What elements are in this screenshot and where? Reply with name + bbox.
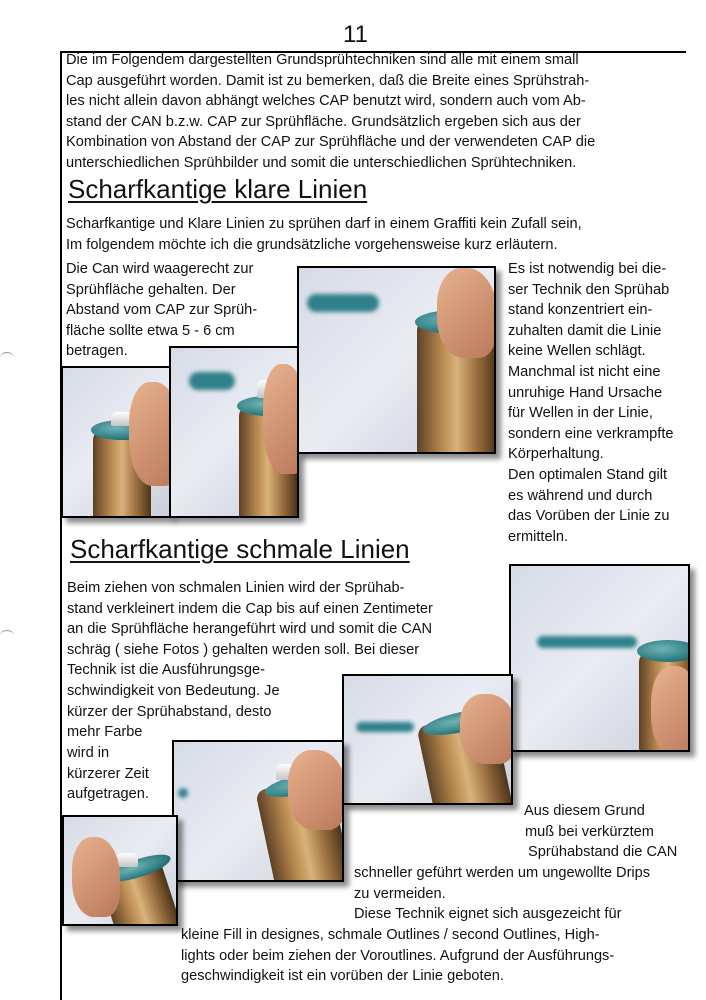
text-line: unterschiedlichen Sprühbilder und somit die unterschiedlichen Sprühtechniken. xyxy=(66,154,577,171)
section-heading-2: Scharfkantige schmale Linien xyxy=(70,534,410,564)
text-line: Körperhaltung. xyxy=(508,446,604,463)
text-line: zu vermeiden. xyxy=(354,885,446,902)
text-line: fläche sollte etwa 5 - 6 cm xyxy=(66,322,235,339)
text-line: geschwindigkeit ist ein vorüben der Linie geboten. xyxy=(181,968,504,985)
text-line: Kombination von Abstand der CAP zur Sprühfläche und der verwendeten CAP die xyxy=(66,134,596,151)
text-line: wird in xyxy=(67,745,110,761)
section2-bottom-text-b xyxy=(181,925,614,987)
text-line: Es ist notwendig bei die- xyxy=(508,261,667,277)
text-line: für Wellen in der Linie, xyxy=(508,405,653,422)
text-line: an die Sprühfläche herangeführt wird und somit die CAN xyxy=(67,621,433,638)
text-line: mehr Farbe xyxy=(67,724,143,741)
section2-bottom-text-a xyxy=(354,863,650,925)
spray-photo xyxy=(509,564,690,752)
text-line: stand der CAN b.z.w. CAP zur Sprühfläche. Grundsätzlich ergeben sich aus der xyxy=(66,113,581,130)
section-heading-1: Scharfkantige klare Linien xyxy=(68,174,368,204)
text-line: Cap ausgeführt worden. Damit ist zu bemerken, daß die Breite eines Sprühstrah- xyxy=(66,72,590,89)
spray-photo xyxy=(61,366,171,518)
spray-photo xyxy=(172,740,344,882)
text-line: Die Can wird waagerecht zur xyxy=(66,261,254,277)
text-line: kleine Fill in designes, schmale Outlines / second Outlines, High- xyxy=(181,927,600,943)
margin-mark xyxy=(0,630,14,641)
text-line: aufgetragen. xyxy=(67,786,149,803)
page-number: 11 xyxy=(343,21,368,48)
text-line: Abstand vom CAP zur Sprüh- xyxy=(66,302,258,319)
text-line: betragen. xyxy=(66,343,128,360)
text-line: schwindigkeit von Bedeutung. Je xyxy=(67,682,280,699)
text-line: Im folgendem möchte ich die grundsätzliche vorgehensweise kurz erläutern. xyxy=(66,236,558,253)
text-line: Die im Folgendem dargestellten Grundsprühtechniken sind alle mit einem small xyxy=(66,52,579,68)
text-line: ser Technik den Sprühab xyxy=(508,281,670,298)
spray-photo xyxy=(297,266,496,454)
text-line: das Vorüben der Linie zu xyxy=(508,508,670,525)
text-line: Manchmal ist nicht eine xyxy=(508,363,661,380)
text-line: unruhige Hand Ursache xyxy=(508,384,663,401)
text-line: kürzer der Sprühabstand, desto xyxy=(67,703,272,720)
text-line: Technik ist die Ausführungsge- xyxy=(67,662,265,679)
section2-right-text-a xyxy=(524,801,677,863)
text-line: sondern eine verkrampfte xyxy=(508,425,674,442)
intro-paragraph xyxy=(66,50,595,174)
spray-photo xyxy=(342,674,513,805)
text-line: ermitteln. xyxy=(508,528,569,545)
text-line: stand verkleinert indem die Cap bis auf einen Zentimeter xyxy=(67,600,433,617)
section1-intro xyxy=(66,214,582,255)
text-line: stand konzentriert ein- xyxy=(508,302,653,319)
text-line: Scharfkantige und Klare Linien zu sprühen darf in einem Graffiti kein Zufall sein, xyxy=(66,216,582,232)
spray-photo xyxy=(169,346,299,518)
text-line: keine Wellen schlägt. xyxy=(508,343,646,360)
text-line: lights oder beim ziehen der Voroutlines. Aufgrund der Ausführungs- xyxy=(181,947,615,964)
text-line: Den optimalen Stand gilt xyxy=(508,466,668,483)
text-line: schneller geführt werden um ungewollte Drips xyxy=(354,865,651,881)
margin-mark xyxy=(0,352,14,363)
section1-right-text xyxy=(508,259,673,547)
text-line: kürzerer Zeit xyxy=(67,765,149,782)
text-line: zuhalten damit die Linie xyxy=(508,322,662,339)
text-line: Diese Technik eignet sich ausgezeicht für xyxy=(354,906,622,923)
text-line: schräg ( siehe Fotos ) gehalten werden soll. Bei dieser xyxy=(67,641,420,658)
text-line: Sprühabstand die CAN xyxy=(528,844,678,861)
text-line: es während und durch xyxy=(508,487,653,504)
text-line: les nicht allein davon abhängt welches CAP benutzt wird, sondern auch vom Ab- xyxy=(66,93,586,110)
text-line: Beim ziehen von schmalen Linien wird der Sprühab- xyxy=(67,580,405,596)
spray-photo xyxy=(62,815,178,926)
text-line: Aus diesem Grund xyxy=(524,803,645,819)
text-line: muß bei verkürztem xyxy=(525,823,654,840)
section2-left-text-b xyxy=(67,743,149,805)
text-line: Sprühfläche gehalten. Der xyxy=(66,281,236,298)
